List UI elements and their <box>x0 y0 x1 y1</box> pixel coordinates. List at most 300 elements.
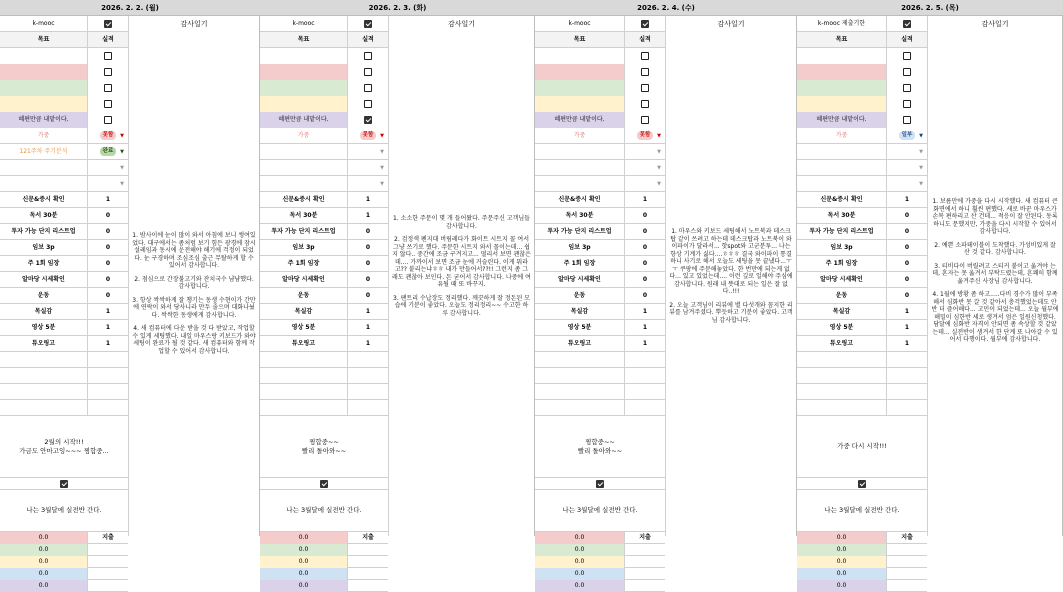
chevron-down-icon[interactable]: ▼ <box>380 133 384 139</box>
metric-row <box>260 256 388 272</box>
goal-checkbox[interactable] <box>364 116 372 124</box>
goal-row <box>0 64 128 80</box>
metric-row <box>535 208 665 224</box>
goal-row-label: 혜편만큼 내맡이다. <box>535 112 625 128</box>
status-row-value <box>88 128 128 144</box>
metric-row-value: 0 <box>642 292 648 299</box>
metric-row-label: 투자 가능 단지 리스트업 <box>0 224 88 240</box>
goal-row-label <box>260 80 348 96</box>
promise-check-row <box>260 478 388 490</box>
status-row-value <box>88 176 128 192</box>
journal-entry: 3. 팬트리 수납장도 정리했다. 깨끗하게 잘 정돈된 모습에 기분이 좋았다. 오늘도 정리정리~~ 수고한 하루 감사합니다. <box>393 294 530 317</box>
expense-row <box>0 556 128 568</box>
metric-row-label: 신문&증시 확인 <box>260 192 348 208</box>
metric-row-label: 알마당 시세확인 <box>535 272 625 288</box>
chevron-down-icon[interactable]: ▼ <box>919 149 923 155</box>
goal-row-value <box>88 48 128 64</box>
goal-row <box>535 48 665 64</box>
blank-row-value <box>348 384 388 400</box>
expense-label: 지출 <box>901 534 913 541</box>
metric-row-label: 영상 5분 <box>535 320 625 336</box>
expense-value: 0.0 <box>535 556 625 568</box>
goal-checkbox[interactable] <box>903 84 911 92</box>
blank-row <box>260 368 388 384</box>
goal-checkbox[interactable] <box>104 100 112 108</box>
goal-header-row-value: 실적 <box>639 36 651 43</box>
goal-header-row-value: 실적 <box>901 36 913 43</box>
goal-checkbox[interactable] <box>903 52 911 60</box>
goal-row-label: 혜편만큼 내맡이다. <box>260 112 348 128</box>
kmooc-checkbox[interactable] <box>104 20 112 28</box>
memo-note: 가중 다시 시작!!! <box>797 416 927 478</box>
journal-entry: 3. 항상 싹싹하게 잘 챙기는 동생 수현이가 간만에 연락이 와서 당사니라 만두 줄으며 대화나눴다. 싹싹한 동생에게 감사합니다. <box>132 296 256 319</box>
day-date-header: 2026. 2. 2. (월) <box>0 0 260 16</box>
goal-row-value <box>625 80 665 96</box>
metric-row-label: 독서 30분 <box>260 208 348 224</box>
goal-checkbox[interactable] <box>364 100 372 108</box>
expense-value: 0.0 <box>0 544 88 556</box>
metric-row-label: 임보 3p <box>260 240 348 256</box>
metric-row <box>797 304 927 320</box>
goal-row <box>0 112 128 128</box>
memo-note: 2월의 시작!!! 가금도 안마고잉~~~ 찡합중... <box>0 416 128 478</box>
goal-row-value <box>348 64 388 80</box>
metric-row-value: 0 <box>642 212 648 219</box>
goal-row-value <box>887 48 927 64</box>
metric-row-value: 0 <box>105 292 111 299</box>
blank-row <box>260 400 388 416</box>
status-row-label: 가중 <box>260 128 348 144</box>
expense-value: 0.0 <box>797 544 887 556</box>
expense-row <box>260 568 388 580</box>
goal-row-value <box>887 112 927 128</box>
metric-row <box>797 336 927 352</box>
goal-row-label <box>0 96 88 112</box>
goal-row <box>797 96 927 112</box>
kmooc-checkbox[interactable] <box>903 20 911 28</box>
kmooc-row <box>260 16 388 32</box>
journal-entry: 2. 점심으로 간장불고기와 잔치국수 냠냠했다. 감사합니다. <box>134 275 254 290</box>
metric-row-label: 목실감 <box>260 304 348 320</box>
journal-entry: 2. 오늘 고객님이 리뷰에 별 다섯개와 꼼지한 리뷰를 남겨주셨다. 뿌듯하고 기분이 좋았다. 고객님 감사합니다. <box>669 301 793 324</box>
expense-value: 0.0 <box>797 556 887 568</box>
metric-row <box>535 272 665 288</box>
goal-checkbox[interactable] <box>104 116 112 124</box>
status-row-value <box>625 128 665 144</box>
expense-value: 0.0 <box>260 532 348 544</box>
metric-row-label: 알마당 시세확인 <box>0 272 88 288</box>
goal-row <box>260 80 388 96</box>
metric-row-value: 0 <box>365 292 371 299</box>
expense-value: 0.0 <box>535 532 625 544</box>
metric-row-value: 1 <box>105 196 111 203</box>
memo-note: 찡합중~~ 빨리 돌아와~~ <box>260 416 388 478</box>
chevron-down-icon[interactable]: ▼ <box>657 181 661 187</box>
status-row-value <box>887 176 927 192</box>
chevron-down-icon[interactable]: ▼ <box>380 181 384 187</box>
journal-entry: 2. 예쁜 소파테이블이 도착했다. 가성비있게 잘 산 것 같다. 감사합니다. <box>934 241 1056 256</box>
metric-row-value: 1 <box>365 212 371 219</box>
day-date-header: 2026. 2. 3. (화) <box>260 0 535 16</box>
metric-row-label: 임보 3p <box>0 240 88 256</box>
chevron-down-icon[interactable]: ▼ <box>120 149 124 155</box>
goal-row-value <box>88 80 128 96</box>
metric-row-value: 0 <box>904 228 910 235</box>
expense-value: 0.0 <box>260 580 348 592</box>
blank-row-value <box>348 368 388 384</box>
goal-checkbox[interactable] <box>104 68 112 76</box>
status-row-value <box>348 128 388 144</box>
blank-row-value <box>88 384 128 400</box>
metric-row-value: 0 <box>105 276 111 283</box>
metric-row-label: 목실감 <box>0 304 88 320</box>
metric-row <box>535 192 665 208</box>
goal-row-value <box>88 112 128 128</box>
blank-row-value <box>88 368 128 384</box>
goal-row-label: 혜편만큼 내맡이다. <box>0 112 88 128</box>
expense-value: 0.0 <box>797 580 887 592</box>
goal-row-label <box>0 48 88 64</box>
journal-text[interactable] <box>927 198 1063 350</box>
metric-row <box>260 224 388 240</box>
day-date-header: 2026. 2. 4. (수) <box>535 0 797 16</box>
metric-row <box>797 208 927 224</box>
metric-row-label: 주 1회 임장 <box>535 256 625 272</box>
metric-row-value: 1 <box>105 308 111 315</box>
goal-row <box>797 48 927 64</box>
goal-checkbox[interactable] <box>903 68 911 76</box>
blank-row-value <box>625 352 665 368</box>
expense-value: 0.0 <box>535 568 625 580</box>
metric-row-label: 튜오링고 <box>0 336 88 352</box>
metric-row-label: 튜오링고 <box>797 336 887 352</box>
metric-row-value: 0 <box>904 260 910 267</box>
blank-row-value <box>887 384 927 400</box>
goal-header-row <box>797 32 927 48</box>
kmooc-row <box>535 16 665 32</box>
blank-row <box>535 384 665 400</box>
goal-checkbox[interactable] <box>641 68 649 76</box>
goal-row-label <box>260 64 348 80</box>
chevron-down-icon[interactable]: ▼ <box>380 165 384 171</box>
blank-row-label <box>0 368 88 384</box>
kmooc-row-value <box>88 16 128 32</box>
expense-row <box>535 532 665 544</box>
journal-text[interactable] <box>665 228 797 330</box>
chevron-down-icon[interactable]: ▼ <box>380 149 384 155</box>
kmooc-row <box>0 16 128 32</box>
goal-row-label <box>0 80 88 96</box>
expense-row <box>0 544 128 556</box>
journal-text[interactable] <box>128 232 260 361</box>
metric-row <box>0 192 128 208</box>
promise-text: 나는 3월달에 실전반 간다. <box>260 490 388 532</box>
metric-row-value: 1 <box>105 340 111 347</box>
metric-row-label: 주 1회 임장 <box>797 256 887 272</box>
metric-row-value: 1 <box>642 308 648 315</box>
blank-row-label <box>535 400 625 416</box>
expense-row <box>797 532 927 544</box>
chevron-down-icon[interactable]: ▼ <box>657 165 661 171</box>
metric-row <box>260 304 388 320</box>
kmooc-checkbox[interactable] <box>364 20 372 28</box>
blank-row-label <box>535 384 625 400</box>
goal-row-value <box>887 96 927 112</box>
day-column <box>260 0 535 589</box>
journal-entry: 1. 소소한 주문이 몇 개 들어왔다. 주문주신 고객님들 감사합니다. <box>393 215 530 230</box>
metric-row <box>260 240 388 256</box>
metric-row <box>0 208 128 224</box>
metric-row-value: 1 <box>105 324 111 331</box>
metric-row-label: 독서 30분 <box>535 208 625 224</box>
expense-row <box>535 556 665 568</box>
status-pill[interactable]: 못함 <box>100 131 117 140</box>
metric-row-value: 0 <box>904 292 910 299</box>
metric-row-value: 1 <box>642 196 648 203</box>
goal-checkbox[interactable] <box>903 116 911 124</box>
journal-entry: 3. 티비다이 버릴려고 스티커 붙이고 옮겨야 는데, 혼자는 못 옮겨서 부탁드렸는데, 흔쾌히 함께 옮겨주신 사장님 감사합니다. <box>932 262 1058 285</box>
metric-row-value: 0 <box>365 260 371 267</box>
metric-row <box>535 240 665 256</box>
promise-checkbox[interactable] <box>596 480 604 488</box>
metric-row-value: 0 <box>642 276 648 283</box>
expense-row <box>535 568 665 580</box>
metric-row <box>0 272 128 288</box>
expense-row <box>535 580 665 592</box>
status-row-label <box>535 144 625 160</box>
status-row-label <box>0 176 88 192</box>
chevron-down-icon[interactable]: ▼ <box>120 165 124 171</box>
status-row <box>797 176 927 192</box>
metric-row <box>260 272 388 288</box>
journal-header: 감사일기 <box>981 20 1009 28</box>
metric-row <box>260 336 388 352</box>
chevron-down-icon[interactable]: ▼ <box>657 149 661 155</box>
goal-row <box>535 80 665 96</box>
metric-row <box>535 320 665 336</box>
goal-row-label <box>535 80 625 96</box>
metric-row <box>0 304 128 320</box>
goal-row-label <box>260 96 348 112</box>
day-column <box>0 0 260 589</box>
status-pill[interactable]: 일부 <box>899 131 916 140</box>
goal-row-label <box>797 48 887 64</box>
expense-value: 0.0 <box>0 580 88 592</box>
status-row-value <box>887 128 927 144</box>
metric-row <box>0 240 128 256</box>
expense-value: 0.0 <box>535 544 625 556</box>
kmooc-checkbox[interactable] <box>641 20 649 28</box>
status-row-label: 가중 <box>797 128 887 144</box>
expense-label: 지출 <box>102 534 114 541</box>
goal-row-label: 혜편만큼 내맡이다. <box>797 112 887 128</box>
goal-checkbox[interactable] <box>104 52 112 60</box>
goal-row <box>797 80 927 96</box>
blank-row-value <box>887 352 927 368</box>
status-row <box>260 144 388 160</box>
metric-row-label: 목실감 <box>797 304 887 320</box>
metric-row <box>535 256 665 272</box>
metric-row-value: 1 <box>904 340 910 347</box>
metric-row-value: 0 <box>904 212 910 219</box>
journal-header: 감사일기 <box>180 20 208 28</box>
blank-row <box>535 352 665 368</box>
goal-row <box>260 96 388 112</box>
kmooc-row <box>797 16 927 32</box>
metric-row-value: 0 <box>105 260 111 267</box>
goal-row-value <box>887 80 927 96</box>
goal-checkbox[interactable] <box>104 84 112 92</box>
metric-row-label: 알마당 시세확인 <box>797 272 887 288</box>
expense-row <box>0 568 128 580</box>
goal-header-row-label: 목표 <box>797 32 887 48</box>
status-pill[interactable]: 완료 <box>100 147 117 156</box>
metric-row-value: 1 <box>365 196 371 203</box>
metric-row <box>0 320 128 336</box>
blank-row <box>797 384 927 400</box>
status-row-label: 121주차 주기분석 <box>0 144 88 160</box>
metric-row <box>0 224 128 240</box>
metric-row <box>535 336 665 352</box>
goal-header-row-value: 실적 <box>362 36 374 43</box>
goal-row-label <box>797 80 887 96</box>
metric-row <box>535 288 665 304</box>
expense-value: 0.0 <box>797 568 887 580</box>
metric-row-value: 1 <box>642 324 648 331</box>
blank-row-value <box>88 400 128 416</box>
goal-row <box>535 96 665 112</box>
metric-row-label: 알마당 시세확인 <box>260 272 348 288</box>
expense-row <box>535 544 665 556</box>
status-row <box>260 160 388 176</box>
promise-checkbox[interactable] <box>60 480 68 488</box>
goal-row <box>797 112 927 128</box>
journal-text[interactable] <box>388 215 535 323</box>
status-row <box>797 128 927 144</box>
metric-row-label: 투자 가능 단지 리스트업 <box>797 224 887 240</box>
goal-header-row <box>535 32 665 48</box>
metric-row-value: 0 <box>904 244 910 251</box>
blank-row-label <box>0 400 88 416</box>
chevron-down-icon[interactable]: ▼ <box>919 165 923 171</box>
metric-row-value: 0 <box>642 244 648 251</box>
blank-row-label <box>797 352 887 368</box>
metric-row <box>0 256 128 272</box>
metric-row-label: 투자 가능 단지 리스트업 <box>535 224 625 240</box>
metric-row-label: 튜오링고 <box>260 336 348 352</box>
status-row <box>0 144 128 160</box>
goal-header-row <box>260 32 388 48</box>
goal-row-value <box>625 96 665 112</box>
status-pill[interactable]: 못함 <box>360 131 377 140</box>
goal-checkbox[interactable] <box>641 100 649 108</box>
goal-checkbox[interactable] <box>364 84 372 92</box>
chevron-down-icon[interactable]: ▼ <box>919 133 923 139</box>
journal-entry: 1. 밤사이에 눈이 많이 와서 아침에 보니 썽여있었다. 대구에서는 좀처럼 보기 힘든 광경에 잠시 설레임과 동시에 운전해야 해기에 걱정이 되었다. 눈 구경하며 조심조심 출근 무탈하게 할 수 있어서 감사합니다. <box>132 232 256 269</box>
blank-row-label <box>260 384 348 400</box>
metric-row-value: 0 <box>365 276 371 283</box>
chevron-down-icon[interactable]: ▼ <box>120 133 124 139</box>
metric-row-value: 1 <box>642 340 648 347</box>
expense-value: 0.0 <box>260 556 348 568</box>
goal-checkbox[interactable] <box>641 52 649 60</box>
goal-header-row-label: 목표 <box>260 32 348 48</box>
journal-entry: 4. 새 컴퓨터에 다운 받을 것 다 받았고, 작업할 수 있게 세팅했다. 내일 마우스랑 키보드가 와야 세팅이 완료가 될 것 같다. 새 컴퓨터와 함께 작업할 수 있어서 감사합니다. <box>132 325 256 355</box>
goal-header-row-label: 목표 <box>0 32 88 48</box>
status-row-label: 가중 <box>535 128 625 144</box>
status-row-value <box>887 144 927 160</box>
blank-row-value <box>625 368 665 384</box>
metric-row-value: 0 <box>642 228 648 235</box>
promise-checkbox[interactable] <box>320 480 328 488</box>
metric-row <box>260 192 388 208</box>
metric-row-label: 투자 가능 단지 리스트업 <box>260 224 348 240</box>
goal-checkbox[interactable] <box>364 52 372 60</box>
expense-value: 0.0 <box>535 580 625 592</box>
metric-row-value: 0 <box>365 228 371 235</box>
metric-row-label: 주 1회 임장 <box>260 256 348 272</box>
chevron-down-icon[interactable]: ▼ <box>120 181 124 187</box>
promise-text: 나는 3월달에 실전반 간다. <box>0 490 128 532</box>
expense-value: 0.0 <box>0 556 88 568</box>
expense-row <box>260 532 388 544</box>
blank-row-value <box>625 400 665 416</box>
metric-row <box>797 224 927 240</box>
goal-checkbox[interactable] <box>364 68 372 76</box>
goal-checkbox[interactable] <box>641 116 649 124</box>
goal-header-row <box>0 32 128 48</box>
goal-row-value <box>625 48 665 64</box>
metric-row <box>797 192 927 208</box>
goal-row-value <box>348 96 388 112</box>
metric-row-value: 1 <box>365 340 371 347</box>
expense-row <box>797 580 927 592</box>
metric-row-label: 독서 30분 <box>0 208 88 224</box>
blank-row-value <box>625 384 665 400</box>
journal-entry: 4. 1월에 방황 좀 하고.....다비 경수가 많이 부족해서 심화반 못 갈 것 같아서 충걱했었는데도 안 반 더 즐어해다... 고민이 되었는데... 오늘 월부에 해밀이 심한반 세로 생겨서 엄은 일원신청했다. 담달에 심화반 자격이 안되면 좀 속상할 것 같았는데... 실전반이 생겨서 한 단계 또 나아갈 수 있어서 다행이다. 월부에 감사합니다. <box>931 291 1059 343</box>
status-row <box>535 144 665 160</box>
goal-row-label <box>0 64 88 80</box>
kmooc-row-label: k-mooc <box>260 16 348 32</box>
metric-row-value: 1 <box>365 324 371 331</box>
goal-row <box>535 64 665 80</box>
expense-row <box>260 580 388 592</box>
chevron-down-icon[interactable]: ▼ <box>657 133 661 139</box>
metric-row-label: 튜오링고 <box>535 336 625 352</box>
promise-checkbox[interactable] <box>858 480 866 488</box>
blank-row-value <box>88 352 128 368</box>
goal-checkbox[interactable] <box>903 100 911 108</box>
metric-row <box>535 304 665 320</box>
day-column <box>535 0 797 589</box>
chevron-down-icon[interactable]: ▼ <box>919 181 923 187</box>
status-row <box>535 128 665 144</box>
promise-text: 나는 3월달에 실전반 간다. <box>535 490 665 532</box>
metric-row-value: 0 <box>105 244 111 251</box>
status-row <box>260 128 388 144</box>
goal-row-value <box>88 64 128 80</box>
kmooc-row-value <box>625 16 665 32</box>
metric-row-label: 운동 <box>797 288 887 304</box>
metric-row-value: 1 <box>365 308 371 315</box>
metric-row <box>797 240 927 256</box>
goal-checkbox[interactable] <box>641 84 649 92</box>
day-column <box>797 0 1063 589</box>
journal-entry: 2. 검정색 펜지대 버림레다가 화이트 시트지 꼴 여서 그냥 쓰기로 했다. 주문한 시트지 와서 꼴이는데... 쉽지 않다.. 중간에 조금 구겨지고... 떨리서 보면 괜찮은데.... 가까이서 보면 조금 눈에 거슬린다. 이게 뭐라고?? 붙리는냐ㅎㅎ 내가 만들어서??!! 그런지 좀 그래도 괜찮아 보인다. 돈 굳어서 감사합니다. 나중에 여유될 때 또 바꾸지. <box>392 236 531 288</box>
metric-row-label: 운동 <box>0 288 88 304</box>
goal-row-label <box>535 64 625 80</box>
status-pill[interactable]: 못함 <box>637 131 654 140</box>
